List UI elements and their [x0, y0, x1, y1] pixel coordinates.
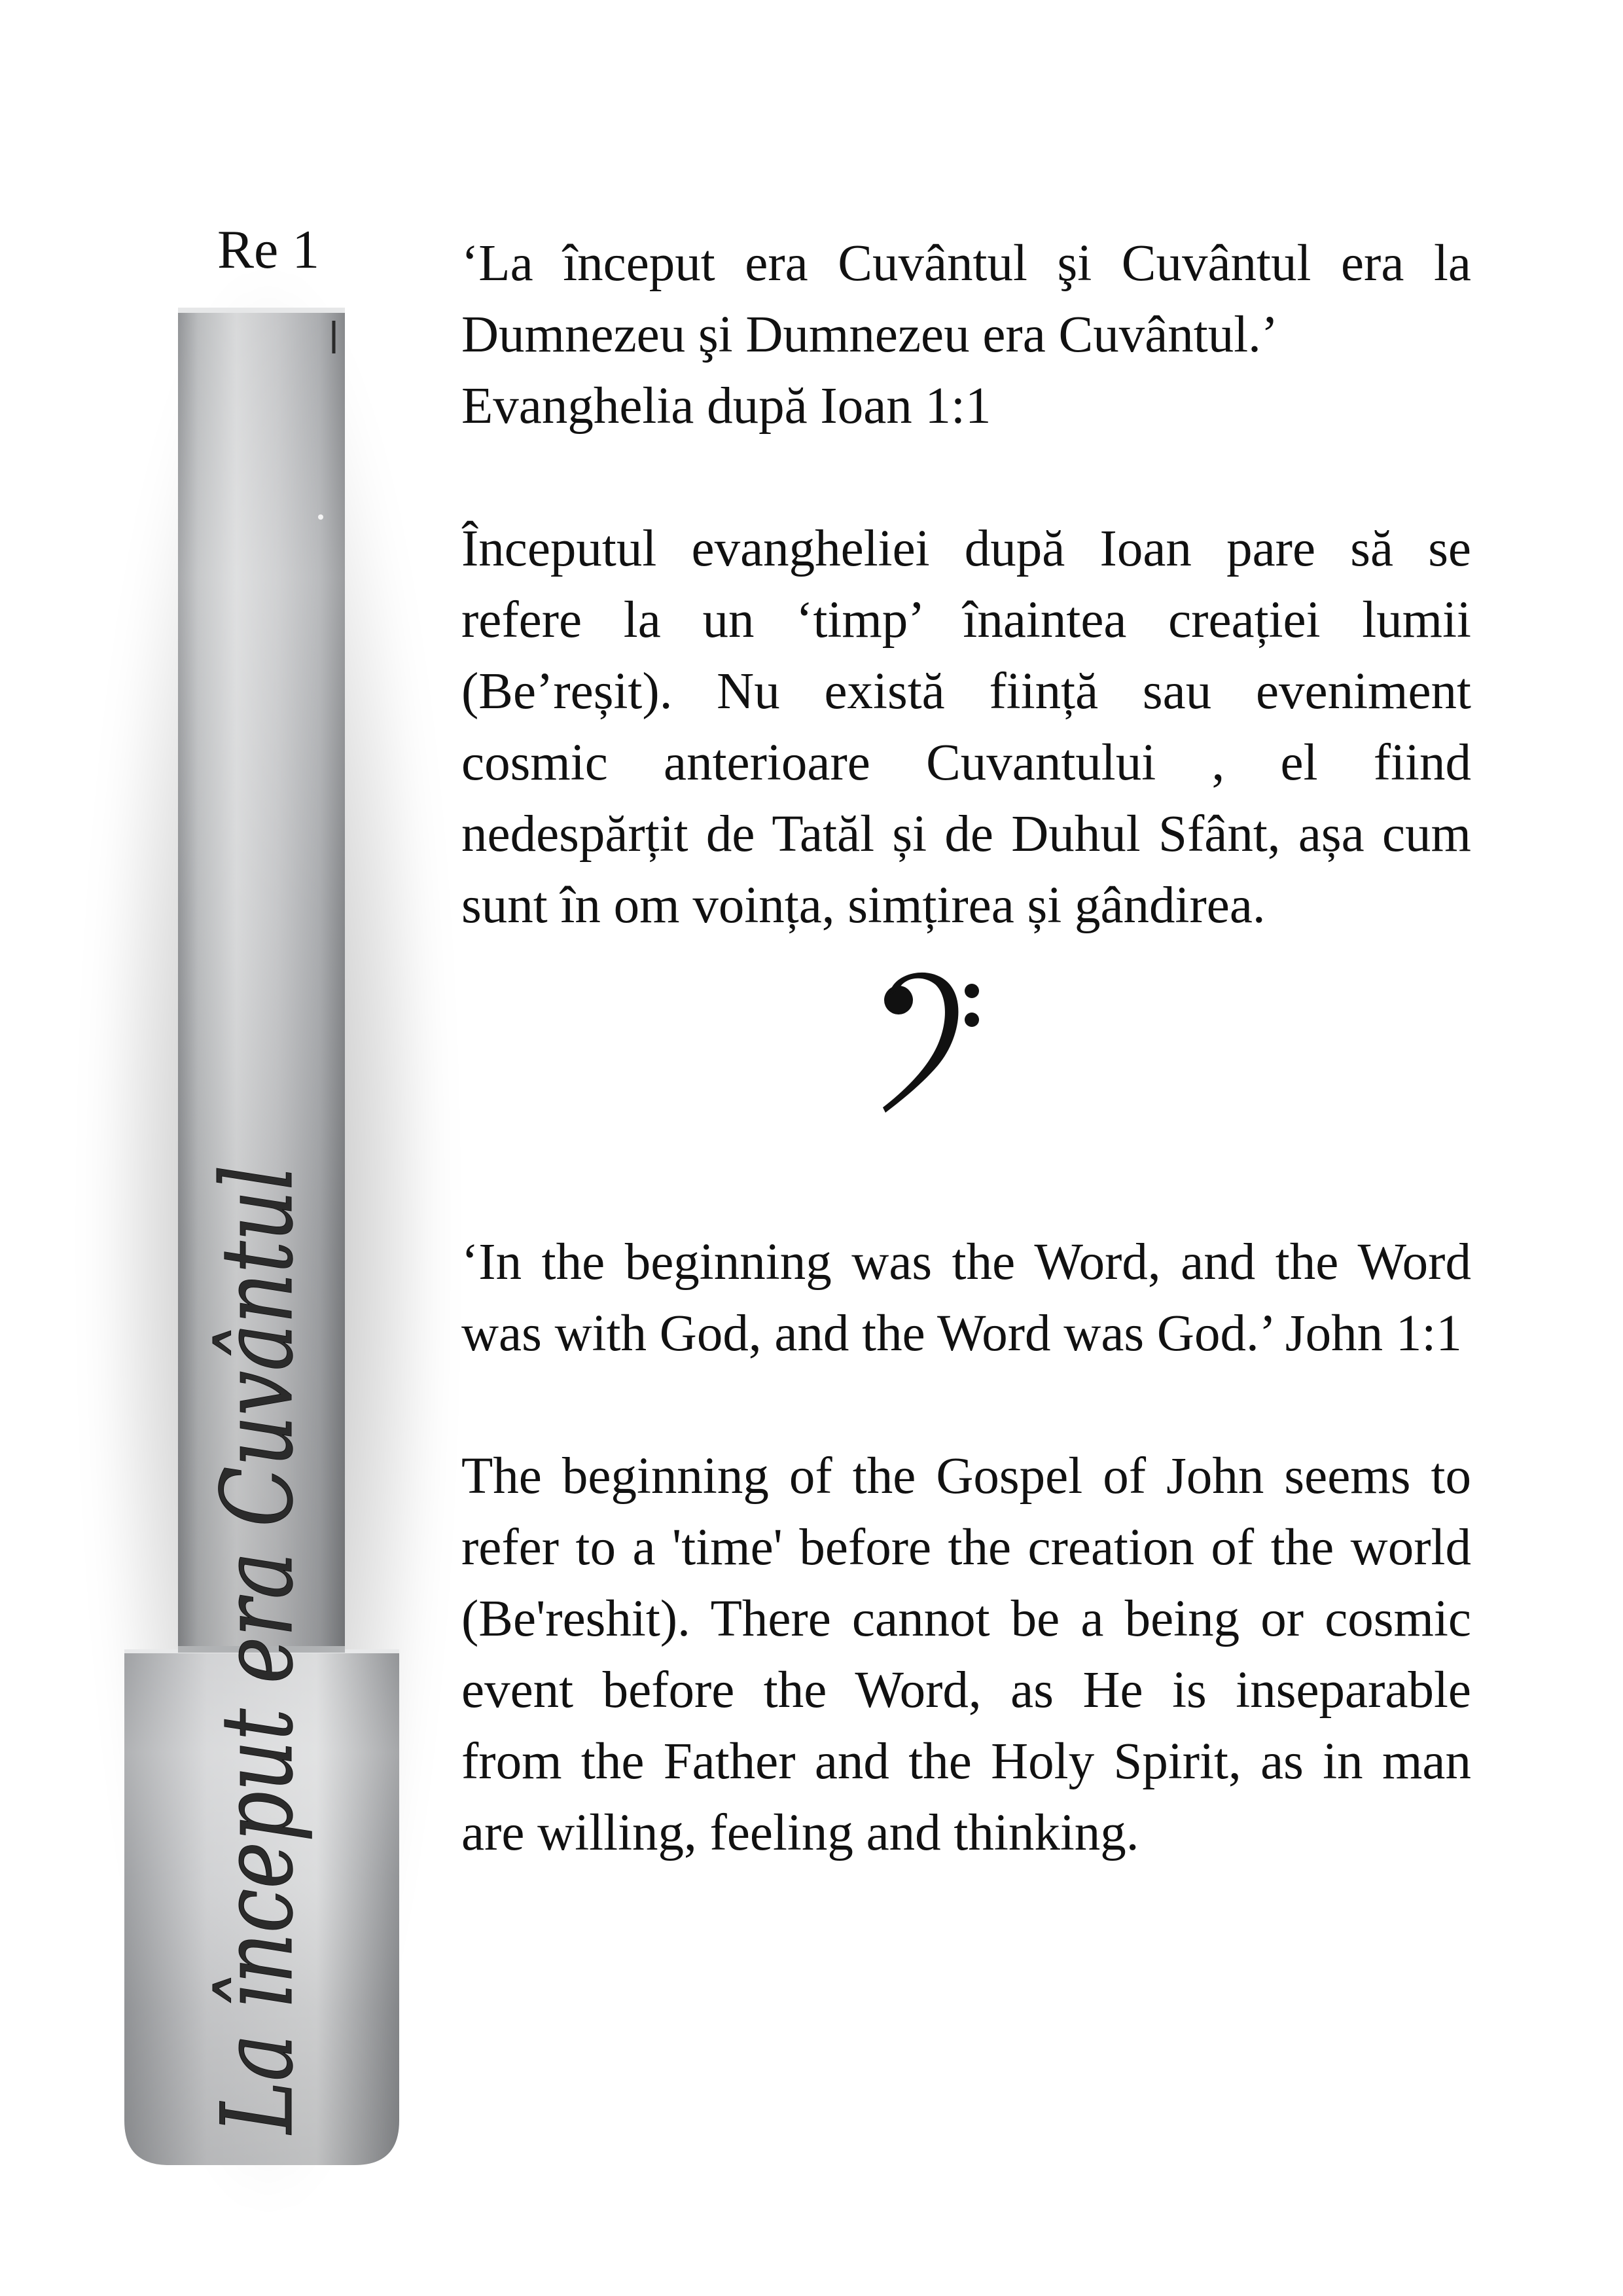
english-reference: John 1:1 — [1285, 1305, 1462, 1362]
text-column — [461, 228, 1471, 1869]
key-label: Re 1 — [217, 219, 320, 280]
romanian-commentary: Începutul evangheliei după Ioan pare să se refere la un ‘timp’ înaintea creației lumii (Be’reșit). Nu există ființă sau eveniment cosmic anterioare Cuvantului , el fiind nedespărțit de Tatăl și de Duhul Sfânt, așa cum sunt în om voința, simțirea și gândirea. — [461, 520, 1471, 934]
english-quote — [461, 1227, 1471, 1369]
english-commentary: The beginning of the Gospel of John seems to refer to a 'time' before the creation of the world (Be'reshit). There cannot be a being or cosmic event before the Word, as He is inseparable from the Father and the Holy Spirit, as in man are willing, feeling and thinking. — [461, 1448, 1471, 1861]
romanian-quote: ‘La început era Cuvântul şi Cuvântul era la Dumnezeu şi Dumnezeu era Cuvântul.’ — [461, 235, 1471, 363]
romanian-reference: Evanghelia după Ioan 1:1 — [461, 378, 991, 435]
key-engraving: La început era Cuvântul — [201, 929, 315, 2134]
english-quote-text: ‘In the beginning was the Word, and the Word was with God, and the Word was God.’ — [461, 1234, 1471, 1362]
divider — [461, 941, 1471, 1227]
metal-key-image — [124, 308, 399, 2166]
bass-clef-icon — [880, 969, 985, 1119]
